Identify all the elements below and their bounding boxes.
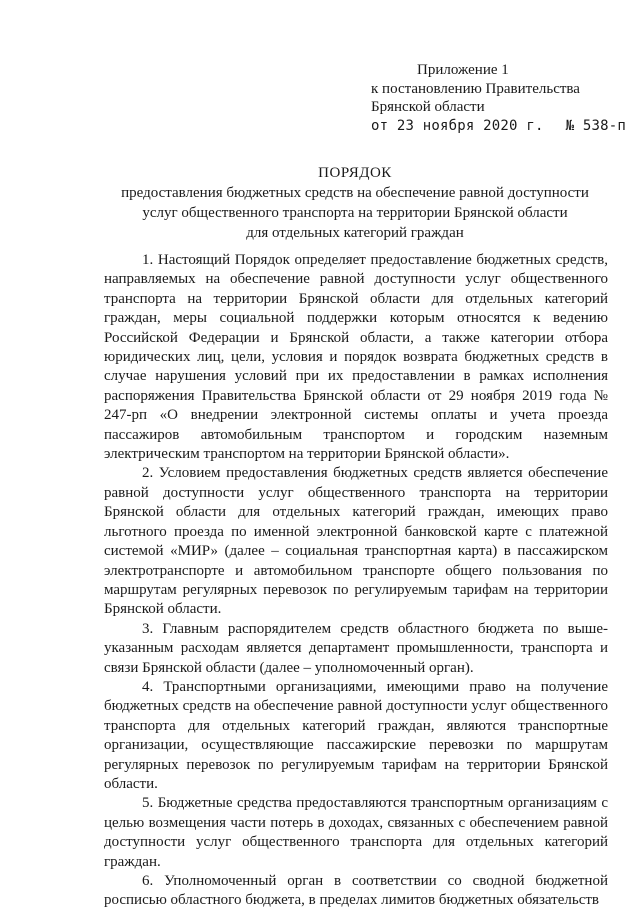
document-body — [104, 251, 608, 911]
paragraph-4: 4. Транспортными организациями, имеющими право на получение бюджетных средств на обеспечение равной доступности услуг общественного транспорта для отдельных категорий граждан, являются транспортные организации, осуществляющие пассажирские перевозки по маршрутам регулярных перевозок по регулируемым тарифам на территории Брянской области. — [104, 678, 608, 792]
document-subtitle — [90, 183, 620, 243]
appendix-reference-line: к постановлению Правительства — [371, 80, 580, 97]
paragraph-5: 5. Бюджетные средства предоставляются транспортным организациям с целью возмещения части потерь в доходах, связанных с обеспечением равной доступности услуг общественного транспорта для отдельных категорий граждан. — [104, 795, 608, 870]
appendix-title: Приложение 1 — [417, 62, 509, 78]
appendix-region-line: Брянской области — [371, 99, 485, 115]
subtitle-line: предоставления бюджетных средств на обеспечение равной доступности — [121, 185, 589, 201]
resolution-date: от 23 ноября 2020 г. — [371, 117, 544, 134]
appendix-block — [371, 61, 636, 135]
subtitle-line: услуг общественного транспорта на территории Брянской области — [142, 205, 568, 221]
paragraph-6: 6. Уполномоченный орган в соответствии со сводной бюджетной росписью областного бюджета, в пределах лимитов бюджетных обязательств — [104, 873, 608, 909]
document-title: ПОРЯДОК — [318, 165, 392, 181]
subtitle-line: для отдельных категорий граждан — [246, 225, 464, 241]
paragraph-1: 1. Настоящий Порядок определяет предоставление бюджетных средств, направляемых на обеспечение равной доступности услуг общественного транспорта на территории Брянской области для отдельных категорий граждан, меры социальной поддержки которым относятся к ведению Российской Федерации и Брянской области, а также категории отбора юридических лиц, цели, условия и порядок возврата бюджетных средств в случае нарушения условий при их предоставлении в рамках исполнения распоряжения Правительства Брянской области от 29 ноября 2019 года № 247-рп «О внедрении электронной системы оплаты и учета проезда пассажиров автомобильным транспортом и городским наземным электрическим транспортом на территории Брянской области». — [104, 252, 608, 463]
resolution-number: № 538-п — [565, 117, 626, 134]
paragraph-2: 2. Условием предоставления бюджетных средств является обеспечение равной доступности услуг общественного транспорта на территории Брянской области для отдельных категорий граждан, имеющих право льготного проезда по именной электронной банковской карте с платежной системой «МИР» (далее – социальная транспортная карта) в пассажирском электротранспорте и автомобильном транспорте общего пользования по маршрутам регулярных перевозок по регулируемым тарифам на территории Брянской области. — [104, 465, 608, 618]
paragraph-3: 3. Главным распорядителем средств областного бюджета по вышеуказанным расходам является департамент промышленности, транспорта и связи Брянской области (далее – уполномоченный орган). — [104, 620, 608, 676]
appendix-date-line — [371, 117, 636, 136]
